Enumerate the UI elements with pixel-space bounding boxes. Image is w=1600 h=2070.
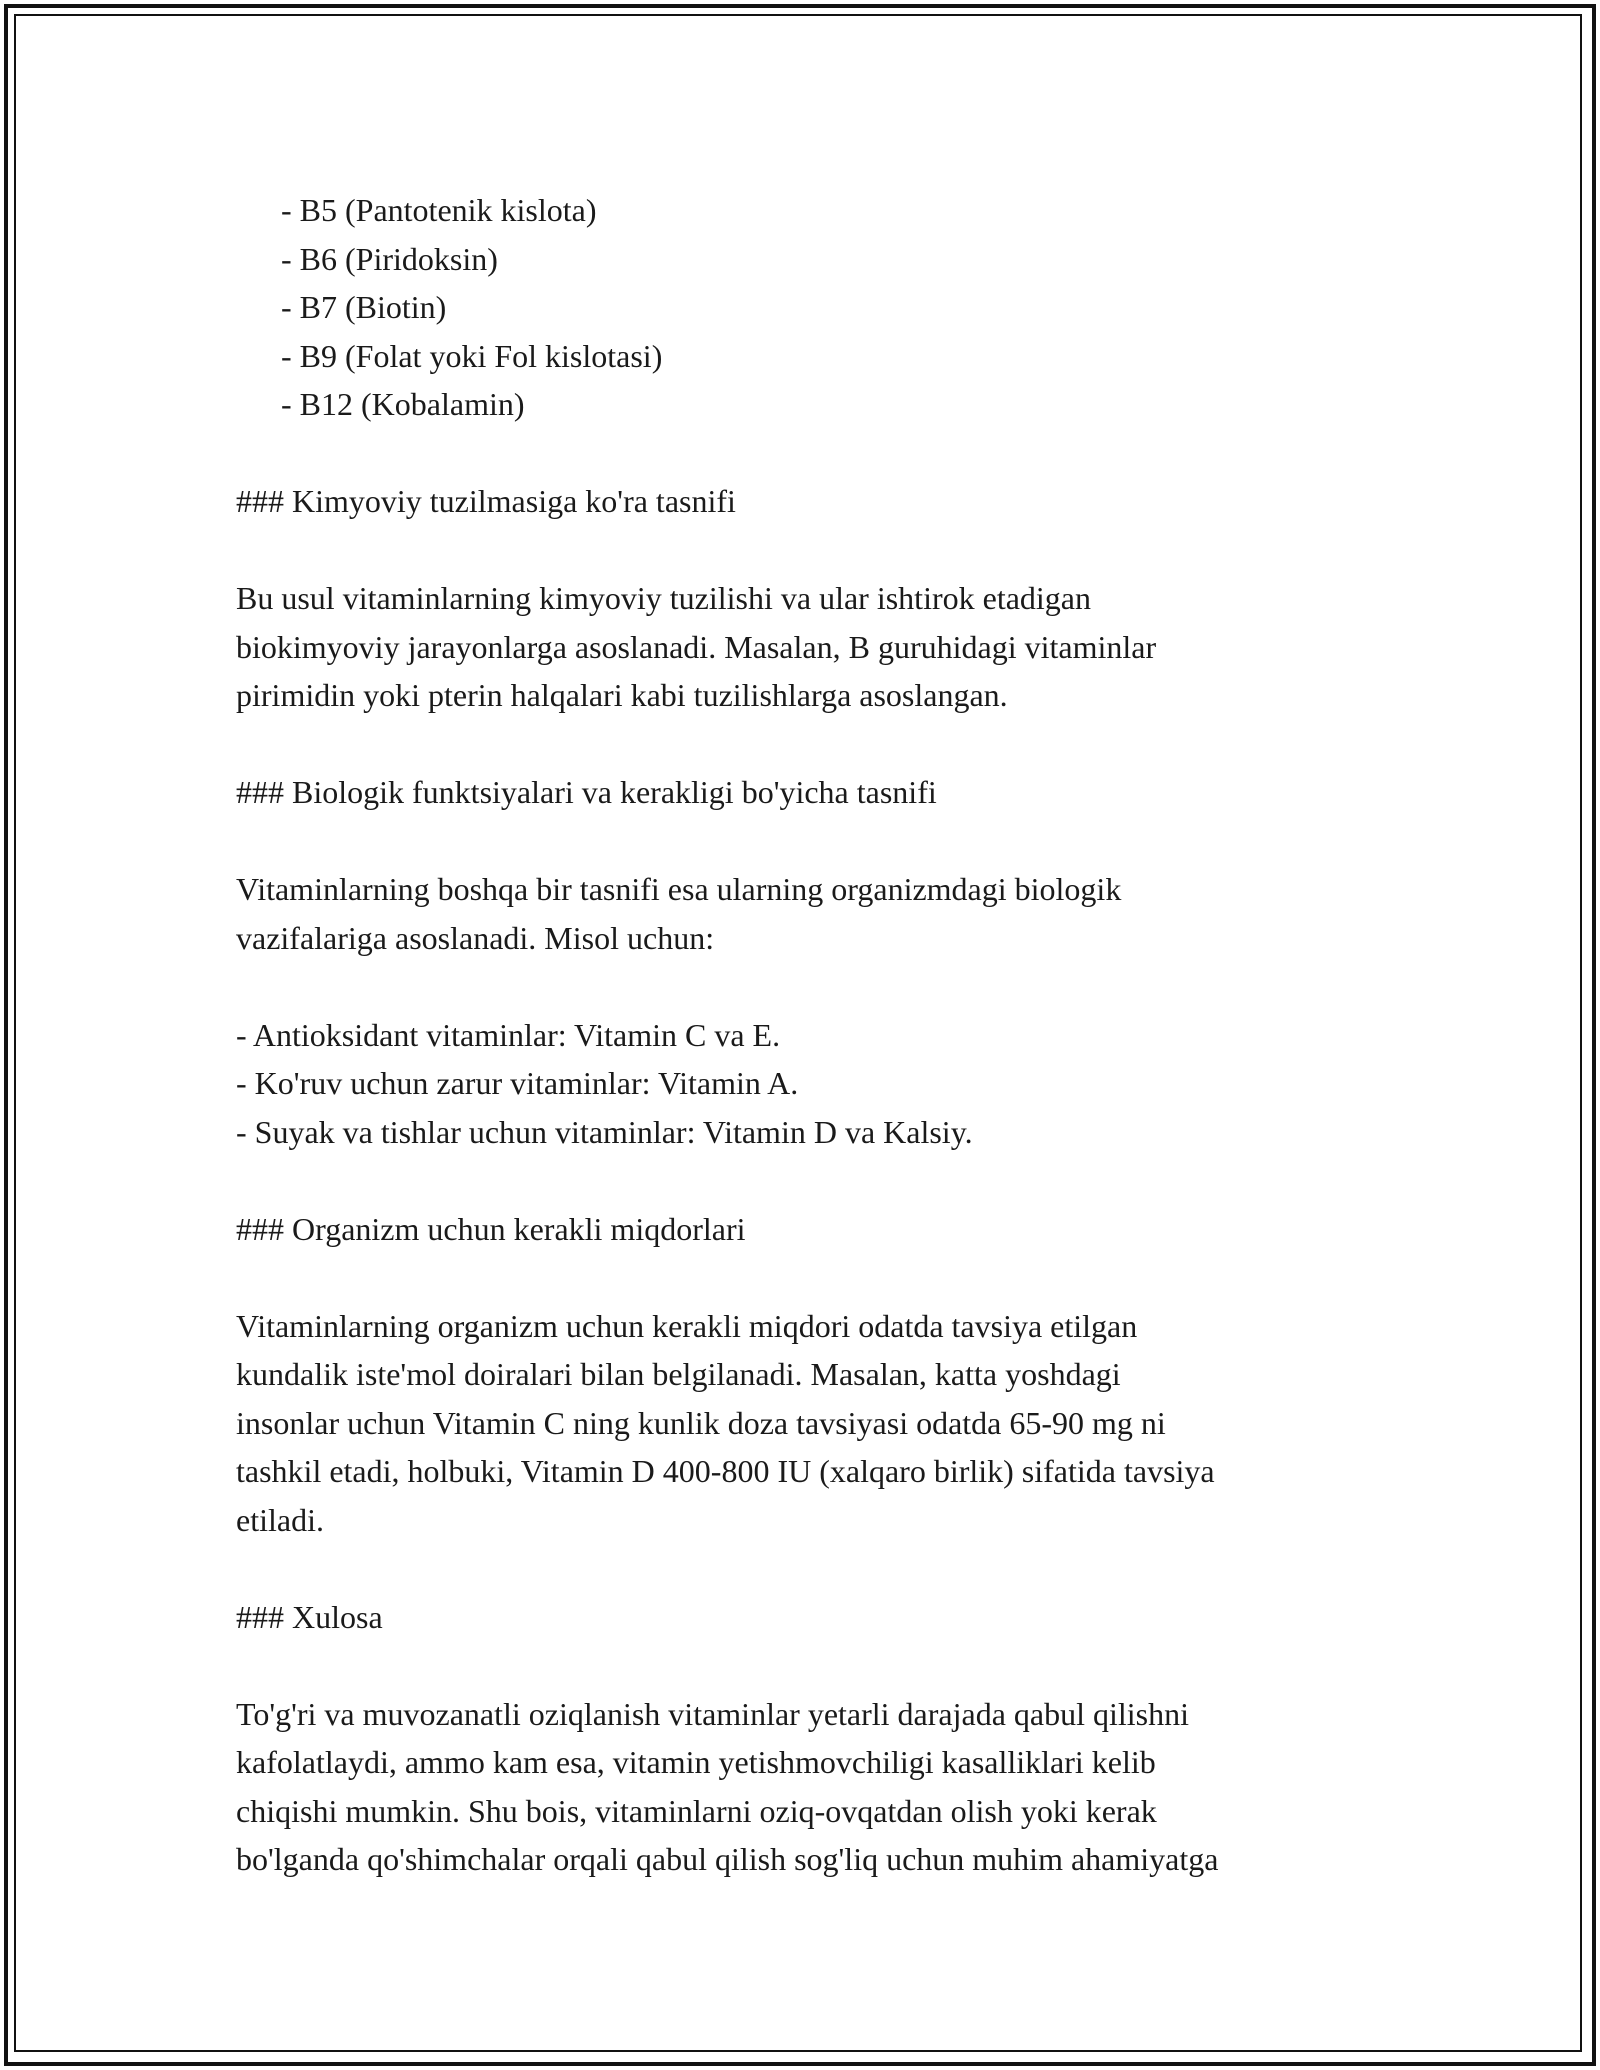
document-body [236, 186, 1386, 1884]
paragraph-line: chiqishi mumkin. Shu bois, vitaminlarni oziq-ovqatdan olish yoki kerak [236, 1792, 1157, 1829]
paragraph-line: bo'lganda qo'shimchalar orqali qabul qilish sog'liq uchun muhim ahamiyatga [236, 1841, 1219, 1877]
section-heading-amounts: ### Organizm uchun kerakli miqdorlari [236, 1210, 746, 1247]
section-heading-chemical: ### Kimyoviy tuzilmasiga ko'ra tasnifi [236, 483, 736, 519]
list-item: - Antioksidant vitaminlar: Vitamin C va E. [236, 1016, 781, 1053]
list-item: - Suyak va tishlar uchun vitaminlar: Vitamin D va Kalsiy. [236, 1113, 973, 1150]
paragraph-line: Bu usul vitaminlarning kimyoviy tuzilishi va ular ishtirok etadigan [236, 580, 1091, 616]
section-heading-biological: ### Biologik funktsiyalari va kerakligi bo'yicha tasnifi [236, 774, 937, 810]
section-heading-conclusion: ### Xulosa [236, 1598, 383, 1635]
paragraph-line: etiladi. [236, 1501, 324, 1538]
paragraph-biological [236, 865, 1386, 962]
paragraph-line: vazifalariga asoslanadi. Misol uchun: [236, 919, 715, 956]
list-item: - B6 (Piridoksin) [281, 240, 498, 277]
list-item: - B12 (Kobalamin) [281, 386, 525, 422]
paragraph-line: To'g'ri va muvozanatli oziqlanish vitaminlar yetarli darajada qabul qilishni [236, 1695, 1190, 1732]
biological-list [236, 1011, 1386, 1157]
paragraph-amounts [236, 1302, 1386, 1545]
paragraph-line: Vitaminlarning boshqa bir tasnifi esa ularning organizmdagi biologik [236, 871, 1122, 907]
list-item: - B5 (Pantotenik kislota) [281, 192, 597, 228]
vitamin-b-sublist [236, 186, 1386, 429]
paragraph-line: biokimyoviy jarayonlarga asoslanadi. Masalan, B guruhidagi vitaminlar [236, 628, 1157, 665]
list-item: - B7 (Biotin) [281, 289, 447, 325]
paragraph-line: kundalik iste'mol doiralari bilan belgilanadi. Masalan, katta yoshdagi [236, 1356, 1121, 1392]
list-item: - B9 (Folat yoki Fol kislotasi) [281, 337, 663, 374]
paragraph-line: kafolatlaydi, ammo kam esa, vitamin yetishmovchiligi kasalliklari kelib [236, 1744, 1156, 1780]
list-item: - Ko'ruv uchun zarur vitaminlar: Vitamin A. [236, 1065, 799, 1101]
paragraph-line: pirimidin yoki pterin halqalari kabi tuzilishlarga asoslangan. [236, 677, 1008, 713]
paragraph-chemical [236, 574, 1386, 720]
paragraph-line: tashkil etadi, holbuki, Vitamin D 400-800 IU (xalqaro birlik) sifatida tavsiya [236, 1453, 1215, 1489]
paragraph-conclusion [236, 1690, 1386, 1884]
paragraph-line: insonlar uchun Vitamin C ning kunlik doza tavsiyasi odatda 65-90 mg ni [236, 1404, 1166, 1441]
paragraph-line: Vitaminlarning organizm uchun kerakli miqdori odatda tavsiya etilgan [236, 1307, 1138, 1344]
